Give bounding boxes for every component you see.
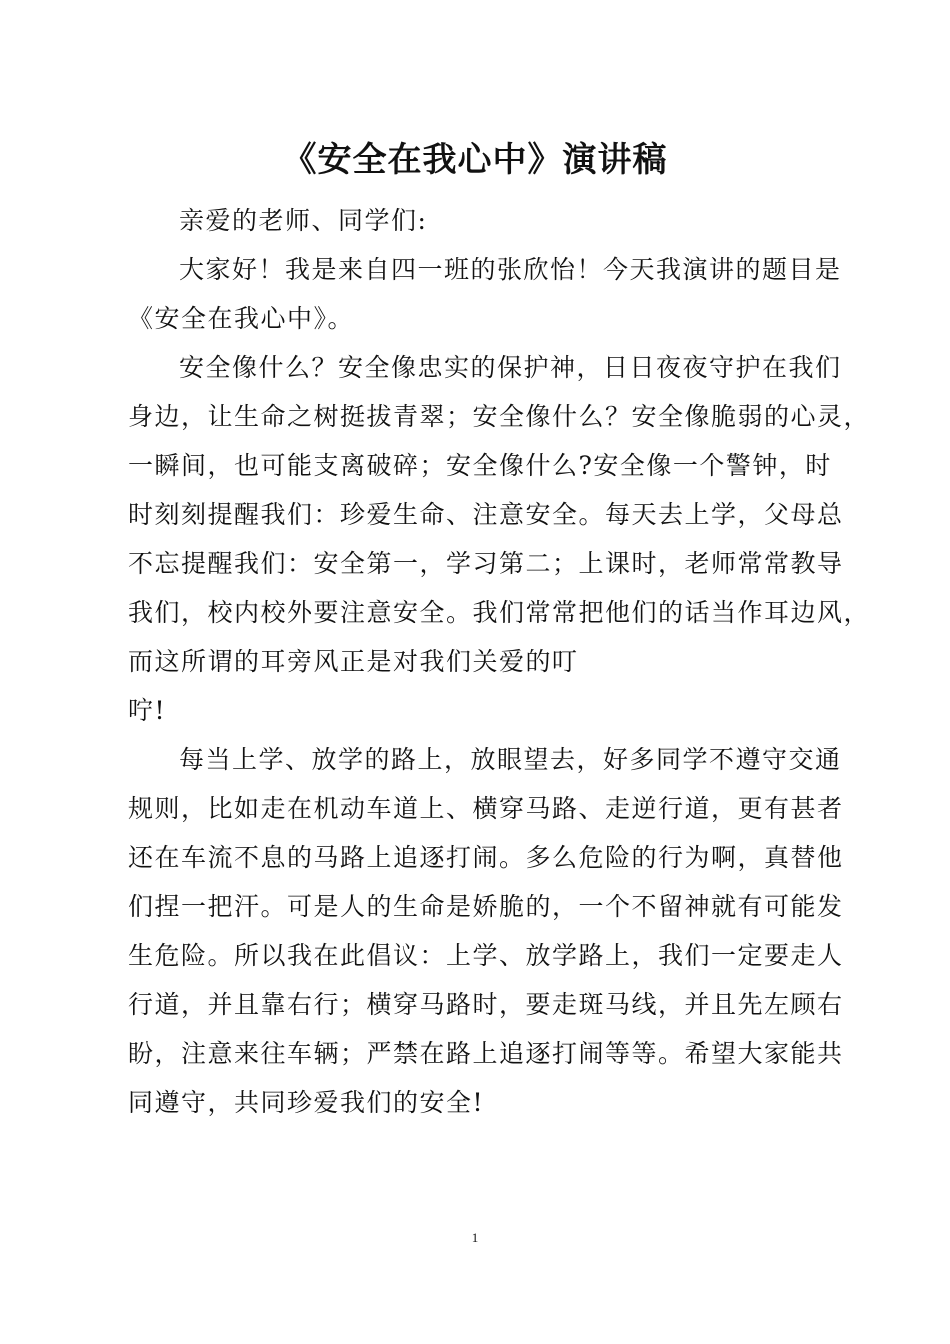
paragraph-line: 咛!	[128, 696, 167, 725]
paragraph-line: 《安全在我心中》。	[128, 304, 355, 333]
paragraph-line: 而这所谓的耳旁风正是对我们关爱的叮	[128, 647, 579, 676]
paragraph-line: 盼，注意来往车辆；严禁在路上追逐打闹等等。希望大家能共	[128, 1039, 844, 1068]
paragraph-line: 身边，让生命之树挺拔青翠；安全像什么？安全像脆弱的心灵，	[128, 402, 871, 431]
greeting-line: 亲爱的老师、同学们:	[179, 206, 428, 235]
paragraph-line: 生危险。所以我在此倡议：上学、放学路上，我们一定要走人	[128, 941, 844, 970]
document-title: 《安全在我心中》演讲稿	[282, 140, 668, 180]
paragraph-line: 一瞬间，也可能支离破碎；安全像什么?安全像一个警钟，时	[128, 451, 832, 480]
paragraph-line: 不忘提醒我们：安全第一，学习第二；上课时，老师常常教导	[128, 549, 844, 578]
page-number: 1	[471, 1230, 479, 1245]
paragraph-line: 大家好！我是来自四一班的张欣怡！今天我演讲的题目是	[179, 255, 842, 284]
paragraph-line: 行道，并且靠右行；横穿马路时，要走斑马线，并且先左顾右	[128, 990, 844, 1019]
paragraph-line: 还在车流不息的马路上追逐打闹。多么危险的行为啊，真替他	[128, 843, 844, 872]
paragraph-line: 规则，比如走在机动车道上、横穿马路、走逆行道，更有甚者	[128, 794, 844, 823]
document-body	[128, 196, 871, 1127]
paragraph-line: 我们，校内校外要注意安全。我们常常把他们的话当作耳边风，	[128, 598, 871, 627]
paragraph-line: 安全像什么？安全像忠实的保护神，日日夜夜守护在我们	[179, 353, 842, 382]
paragraph-line: 每当上学、放学的路上，放眼望去，好多同学不遵守交通	[179, 745, 842, 774]
paragraph-line: 同遵守，共同珍爱我们的安全!	[128, 1088, 485, 1117]
paragraph-line: 们捏一把汗。可是人的生命是娇脆的，一个不留神就有可能发	[128, 892, 844, 921]
paragraph-line: 时刻刻提醒我们：珍爱生命、注意安全。每天去上学，父母总	[128, 500, 844, 529]
